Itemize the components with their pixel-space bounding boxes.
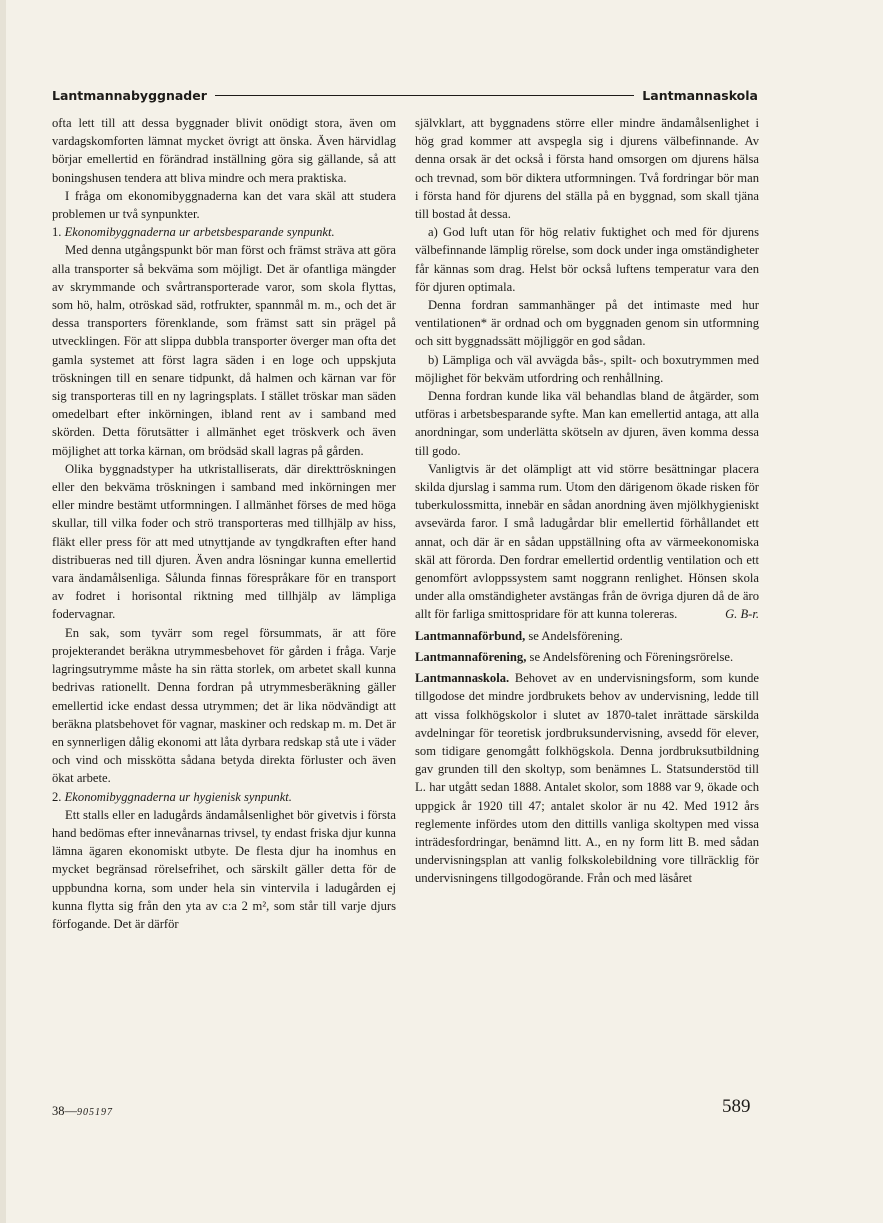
left-column	[52, 114, 396, 933]
header-left-title: Lantmannabyggnader	[52, 87, 207, 103]
paragraph: En sak, som tyvärr som regel försummats, är att före projekterandet beräkna utrymmesbehovet för gården i fråga. Varje lagringsutrymme måste ha sin rätta storlek, om arbetet skall kunna bedrivas rationellt. Denna fordran på utrymmesberäkning gäller emellertid icke endast dessa utrymmen; det är lika nödvändigt att beräkna platsbehovet för vagnar, maskiner och redskap m. m. Det är en synnerligen dålig ekonomi att låta dyrbara redskap stå ute i väder och vind och misskötta sådana betyda direkta förluster och även ökat arbete.	[52, 625, 396, 786]
right-column	[415, 114, 759, 888]
paragraph: I fråga om ekonomibyggnaderna kan det vara skäl att studera problemen ur två synpunkter.	[52, 188, 396, 222]
section-title: Ekonomibyggnaderna ur arbetsbesparande synpunkt.	[64, 225, 335, 240]
running-header	[52, 86, 758, 104]
author-signature: G. B-r.	[725, 607, 759, 622]
section-heading	[52, 223, 396, 241]
entry-term: Lantmannaskola.	[415, 671, 510, 686]
entry-text: se Andelsförening och Föreningsrörelse.	[526, 649, 734, 664]
section-number: 2.	[52, 789, 62, 804]
print-code: 905197	[77, 1107, 113, 1118]
paragraph: självklart, att byggnadens större eller mindre ändamålsenlighet i hög grad kommer att avspegla sig i djurens välbefinnande. Av denna orsak är det också i första hand omsorgen om djurens hälsa och trevnad, som bör diktera utformningen. Två fordringar bör man i första hand för djurens del ställa på en byggnad, som skall tjäna till bostad åt dessa.	[415, 116, 759, 222]
entry-term: Lantmannaförbund,	[415, 628, 526, 643]
section-heading	[52, 788, 396, 806]
encyclopedia-entry	[415, 669, 759, 887]
paragraph: Denna fordran kunde lika väl behandlas bland de åtgärder, som utföras i arbetsbesparande syfte. Man kan emellertid antaga, att alla anordningar, som underlätta skötseln av djuren, även komma dessa till godo.	[415, 389, 759, 458]
entry-text: Behovet av en undervisningsform, som kunde tillgodose det mindre jordbrukets behov av undervisning, ledde till att vissa folkhögskolor i slutet av 1870-talet inrättade särskilda avdelningar för teoretisk jordbruksundervisning, avsedd för elever, som tidigare genomgått folkhögskola. Denna jordbruksutbildning gav grunden till den skoltyp, som benämnes L. Statsunderstöd till L. har utgått sedan 1888. Antalet skolor, som 1888 var 9, ökade och uppgick år 1920 till 47; antalet skolor är nu 42. Med 1912 års reglemente infördes utom den dittills vanliga skoltypen med vissa inträdesfordringar, benämnd litt. A., en ny form litt B. med sådan undervisningsplan att vanlig folkskolebildning vore tillräcklig för undervisningens tillgodogörande. Från och med läsåret	[415, 671, 759, 886]
page-number: 589	[722, 1096, 751, 1117]
paragraph: Olika byggnadstyper ha utkristalliserats, där direkttröskningen eller den bekväma tröskningen i samband med inkörningen mer eller mindre bestämt utformningen. I allmänhet förses de med höga skullar, till vilka foder och strö transporteras med tillhjälp av hiss, fläkt eller press för att med utnyttjande av tyngdkraften efter hand distribueras ned till djuren. Även andra lösningar kunna emellertid vara ändamålsenliga. Sålunda finnas förespråkare för en transport av fodret i horisontal riktning med tillhjälp av lämpliga fodervagnar.	[52, 461, 396, 622]
footer-signature	[52, 1104, 113, 1119]
paragraph: Denna fordran sammanhänger på det intimaste med hur ventilationen* är ordnad och om byggnaden genom sin utformning och sitt byggnadssätt möjliggör en god sådan.	[415, 298, 759, 349]
paragraph: b) Lämpliga och väl avvägda bås-, spilt- och boxutrymmen med möjlighet för bekväm utfordring och renhållning.	[415, 352, 759, 385]
paragraph: Ett stalls eller en ladugårds ändamålsenlighet bör givetvis i första hand bedömas efter innevånarnas trivsel, ty endast friska djur kunna lämna ägaren ekonomiskt utbyte. De flesta djur ha inomhus en mycket begränsad rörelsefrihet, och särskilt gäller detta för de uppbundna korna, som under hela sin vintervila i ladugården ej kunna flytta sig från den yta av c:a 2 m², som står till varje djurs förfogande. Det är därför	[52, 807, 396, 931]
encyclopedia-entry	[415, 648, 759, 666]
encyclopedia-entry	[415, 627, 759, 645]
paragraph: ofta lett till att dessa byggnader blivit onödigt stora, även om vardagskomforten lämnat mycket övrigt att önska. Även härvidlag börjar emellertid en förändrad inställning göra sig gällande, så att boningshusen tendera att bliva mindre och mera praktiska.	[52, 116, 396, 185]
paragraph-text: Vanligtvis är det olämpligt att vid större besättningar placera skilda djurslag i samma rum. Utom den därigenom ökade risken för tuberkulossmitta, innebär en sådan anordning även mjölkhygieniskt avsevärda faror. I små ladugårdar blir emellertid förhållandet ett annat, och där är en sådan uppställning ofta av värmeekonomiska skäl att förorda. Den fordrar emellertid ordentlig ventilation och ett genomfört avloppssystem samt noggrann renlighet. Hönsen skola under alla omständigheter avstängas från de övriga djuren då de äro allt för farliga smittospridare för att kunna tolereras.	[415, 461, 759, 622]
section-title: Ekonomibyggnaderna ur hygienisk synpunkt.	[64, 789, 292, 804]
page-edge	[0, 0, 6, 1223]
header-rule	[215, 95, 634, 96]
entry-term: Lantmannaförening,	[415, 649, 527, 664]
section-number: 1.	[52, 225, 62, 240]
sheet-number: 38—	[52, 1104, 77, 1118]
header-right-title: Lantmannaskola	[642, 87, 758, 103]
paragraph: a) God luft utan för hög relativ fuktighet och med för djurens välbefinnande lämplig rörelse, som dock under inga omständigheter får kännas som drag. Helst bör också luftens temperatur vara den för djuren optimala.	[415, 225, 759, 294]
paragraph: Med denna utgångspunkt bör man först och främst sträva att göra alla transporter så bekväma som möjligt. Det är ofantliga mängder av skrymmande och svårtransporterade varor, som skola flyttas, som hö, halm, otröskad säd, rotfrukter, spannmål m. m., och det är dessa transporters förenklande, som främst satt sin prägel på utvecklingen. För att slippa dubbla transporter överger man ofta det gamla systemet att först lagra säden i en loge och uppskjuta tröskningen till en senare tidpunkt, då halmen och kärnan var för sig transporteras till en ny lagringsplats. I stället tröskar man säden omedelbart efter inkörningen, ibland rent av i samband med skörden. Detta förutsätter i allmänhet eget tröskverk och även möjlighet att torka kärnan, om brödsäd skall lagras på gården.	[52, 243, 396, 458]
paragraph	[415, 460, 759, 624]
entry-text: se Andelsförening.	[525, 628, 623, 643]
